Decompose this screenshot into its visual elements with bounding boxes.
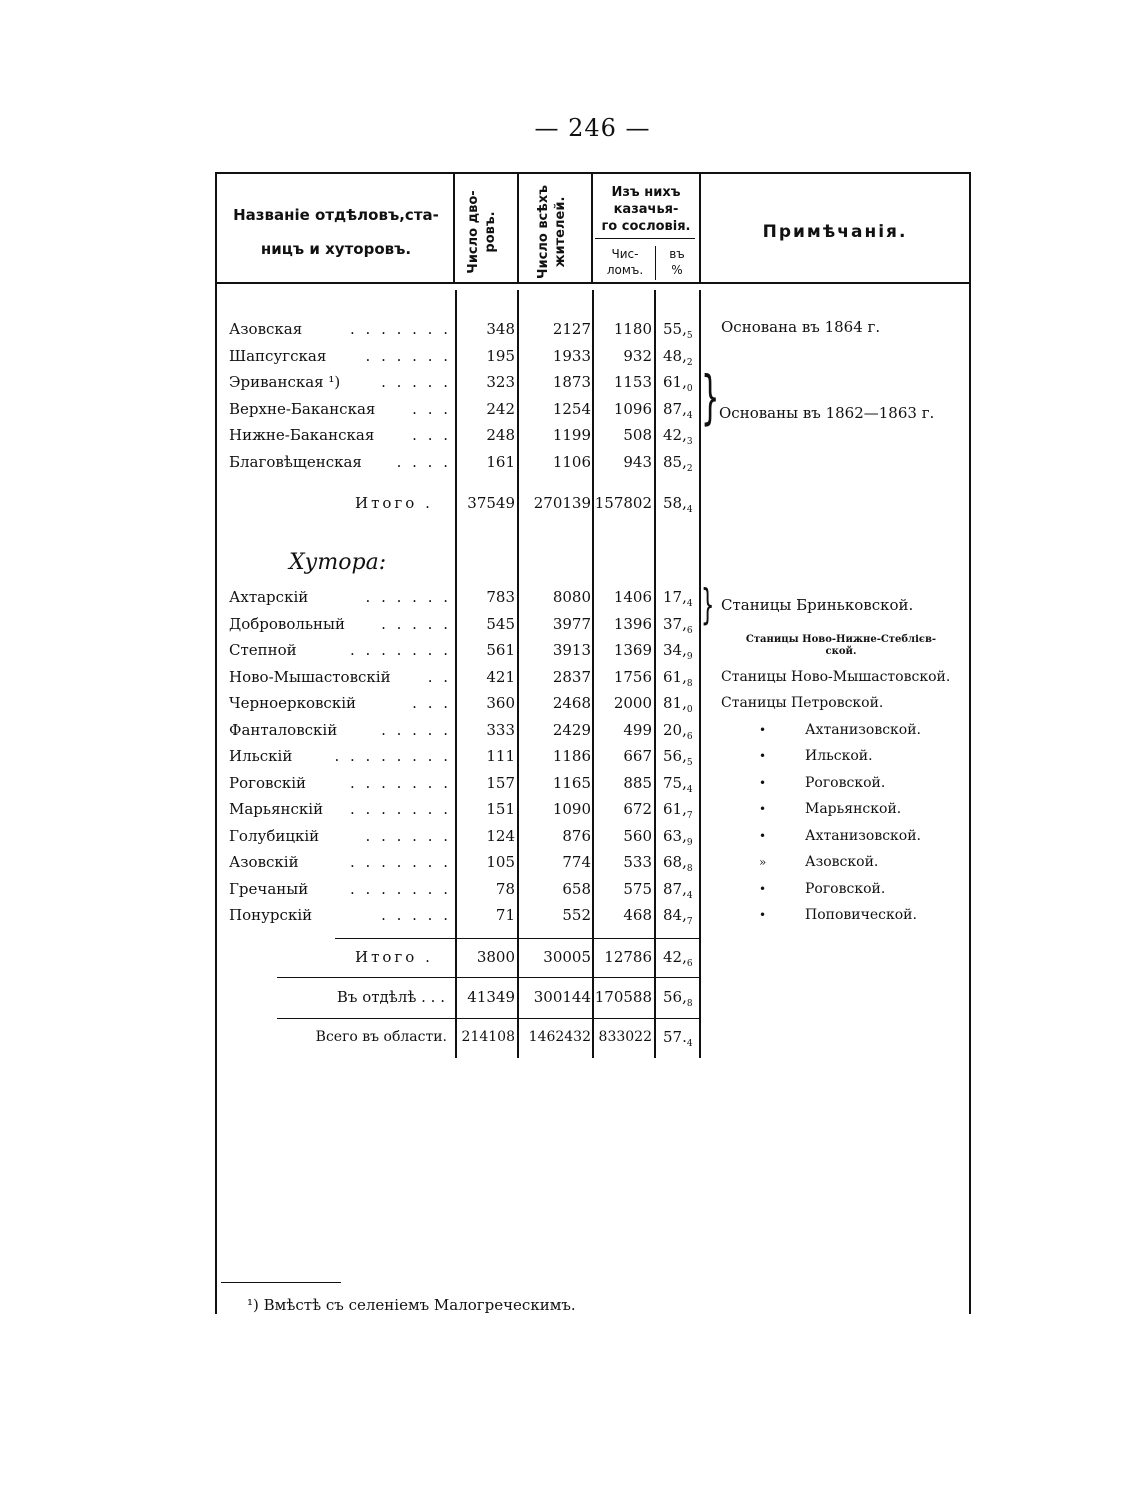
row-chislom: 2000 bbox=[613, 694, 652, 712]
row-zhiteley: 1933 bbox=[552, 346, 591, 365]
header-notes: Примѣчанія. bbox=[762, 222, 908, 242]
row-leader-dots: . . . . . bbox=[381, 906, 451, 924]
header-divider bbox=[453, 172, 455, 284]
vsego-zhiteley: 1462432 bbox=[528, 1029, 591, 1045]
pct-int: 61, bbox=[663, 373, 687, 391]
row-dvorov: 242 bbox=[486, 399, 515, 418]
row-zhiteley: 774 bbox=[562, 853, 591, 871]
table-row bbox=[215, 796, 969, 822]
statistics-table bbox=[215, 172, 971, 1314]
pct-int: 63, bbox=[663, 826, 687, 845]
table-row bbox=[215, 422, 969, 448]
row-leader-dots: . . bbox=[427, 667, 451, 686]
note-brinkov: Станицы Бриньковской. bbox=[721, 596, 914, 614]
row-name bbox=[229, 396, 451, 422]
row-name bbox=[229, 316, 451, 342]
row-leader-dots: . . . . . . bbox=[365, 346, 451, 365]
footnote: ¹) Вмѣстѣ съ селеніемъ Малогреческимъ. bbox=[247, 1296, 576, 1314]
row-note: Ахтанизовской. bbox=[805, 827, 921, 844]
pct-int: 57. bbox=[663, 1028, 687, 1046]
row-dvorov: 105 bbox=[486, 853, 515, 871]
row-note: Роговской. bbox=[805, 774, 886, 791]
header-divider bbox=[517, 172, 519, 284]
row-name bbox=[229, 849, 451, 875]
footnote-rule bbox=[221, 1282, 341, 1283]
note-novo-nizhe-line2: ской. bbox=[825, 646, 857, 657]
pct-int: 87, bbox=[663, 399, 687, 418]
row-name bbox=[229, 743, 451, 769]
row-chislom: 508 bbox=[623, 426, 652, 444]
row-note-mark: • bbox=[759, 802, 767, 816]
row-zhiteley: 1106 bbox=[552, 452, 591, 471]
table-row bbox=[215, 770, 969, 796]
row-chislom: 667 bbox=[623, 747, 652, 765]
table-row bbox=[215, 902, 969, 928]
row-leader-dots: . . . . . bbox=[381, 720, 451, 739]
row-name bbox=[229, 902, 451, 928]
row-chislom: 499 bbox=[623, 720, 652, 739]
itogo-row-2 bbox=[215, 944, 715, 970]
row-name-text: Понурскій bbox=[229, 906, 313, 924]
row-dvorov: 545 bbox=[486, 614, 515, 633]
row-zhiteley: 876 bbox=[562, 826, 591, 845]
row-chislom: 1396 bbox=[613, 614, 652, 633]
v-otdele-dvorov: 41349 bbox=[467, 988, 515, 1006]
pct-int: 20, bbox=[663, 720, 687, 739]
v-otdele-label: Въ отдѣлѣ . . . bbox=[336, 988, 445, 1006]
pct-int: 87, bbox=[663, 879, 687, 898]
row-note: Роговской. bbox=[805, 880, 886, 897]
row-name bbox=[229, 690, 451, 716]
row-name-text: Нижне-Баканская bbox=[229, 426, 375, 444]
header-zhiteley bbox=[535, 182, 575, 282]
row-chislom: 575 bbox=[623, 879, 652, 898]
v-otdele-chislom: 170588 bbox=[594, 988, 652, 1006]
header-name-col bbox=[221, 198, 451, 266]
pct-dec: 4 bbox=[686, 599, 693, 609]
row-dvorov: 78 bbox=[495, 879, 515, 898]
row-chislom: 1153 bbox=[613, 373, 652, 391]
header-kazach-line1: Изъ нихъ bbox=[611, 185, 681, 200]
row-name-text: Азовскій bbox=[229, 853, 299, 871]
itogo2-label: Итого . bbox=[355, 948, 433, 966]
v-otdele-row bbox=[215, 984, 715, 1010]
pct-dec: 9 bbox=[686, 652, 693, 662]
header-pct bbox=[657, 246, 697, 278]
row-zhiteley: 3977 bbox=[552, 614, 591, 633]
pct-dec: 8 bbox=[686, 678, 693, 689]
note-novo-nizhe-line1: Станицы Ново-Нижне-Стеблієв- bbox=[745, 634, 937, 645]
row-zhiteley: 3913 bbox=[552, 641, 591, 659]
row-zhiteley: 2127 bbox=[552, 320, 591, 338]
row-note: Ильской. bbox=[805, 748, 873, 764]
row-note: Ахтанизовской. bbox=[805, 721, 921, 738]
row-leader-dots: . . . . . . . bbox=[350, 773, 451, 792]
row-leader-dots: . . . . . . . bbox=[350, 853, 451, 871]
pct-dec: 4 bbox=[686, 410, 693, 421]
itogo2-dvorov: 3800 bbox=[476, 948, 515, 966]
row-name-text: Ильскій bbox=[229, 747, 293, 765]
row-dvorov: 124 bbox=[486, 826, 515, 845]
pct-int: 56, bbox=[663, 747, 687, 765]
row-note: Станицы Петровской. bbox=[721, 695, 884, 711]
row-zhiteley: 1090 bbox=[552, 800, 591, 818]
pct-dec: 8 bbox=[686, 864, 693, 874]
row-zhiteley: 1199 bbox=[552, 426, 591, 444]
row-note-mark: • bbox=[759, 908, 767, 922]
itogo-chislom: 157802 bbox=[594, 494, 652, 512]
row-name bbox=[229, 637, 451, 663]
row-name bbox=[229, 664, 451, 690]
header-subdivider-vertical bbox=[655, 246, 656, 280]
header-bottom-border bbox=[215, 282, 971, 284]
table-row bbox=[215, 717, 969, 743]
row-chislom: 1096 bbox=[613, 399, 652, 418]
pct-int: 37, bbox=[663, 614, 687, 633]
page-number: — 246 — bbox=[534, 114, 651, 142]
note-group: Основаны въ 1862—1863 г. bbox=[719, 404, 935, 422]
row-name bbox=[229, 343, 451, 369]
pct-dec: 3 bbox=[686, 437, 693, 447]
row-name-text: Фанталовскій bbox=[229, 720, 338, 739]
row-leader-dots: . . . . . . . . bbox=[334, 747, 451, 765]
header-subdivider bbox=[595, 238, 695, 239]
header-kazach-line2: казачья- bbox=[613, 202, 679, 217]
table-row bbox=[215, 876, 969, 902]
pct-dec: 5 bbox=[686, 331, 693, 341]
row-pct bbox=[663, 449, 693, 482]
pct-int: 81, bbox=[663, 694, 687, 712]
table-row bbox=[215, 396, 969, 422]
table-row bbox=[215, 743, 969, 769]
row-dvorov: 195 bbox=[486, 346, 515, 365]
row-zhiteley: 1186 bbox=[552, 747, 591, 765]
row-note: Станицы Ново-Мышастовской. bbox=[721, 668, 951, 685]
row-chislom: 533 bbox=[623, 853, 652, 871]
pct-int: 34, bbox=[663, 641, 687, 659]
header-name-line1: Названіе отдѣловъ,ста- bbox=[233, 206, 439, 224]
table-row bbox=[215, 343, 969, 369]
row-dvorov: 151 bbox=[486, 800, 515, 818]
pct-dec: 4 bbox=[686, 505, 693, 515]
pct-int: 68, bbox=[663, 853, 687, 871]
pct-int: 75, bbox=[663, 773, 687, 792]
pct-dec: 7 bbox=[686, 917, 693, 927]
row-leader-dots: . . . . . bbox=[381, 614, 451, 633]
row-dvorov: 71 bbox=[495, 906, 515, 924]
itogo2-chislom: 12786 bbox=[604, 948, 652, 966]
row-leader-dots: . . . . . . . bbox=[350, 320, 451, 338]
header-dvorov-line1: Число дво- bbox=[466, 190, 481, 274]
vsego-row bbox=[215, 1024, 715, 1050]
row-dvorov: 333 bbox=[486, 720, 515, 739]
row-chislom: 1406 bbox=[613, 588, 652, 606]
pct-dec: 2 bbox=[686, 357, 693, 368]
khutora-heading: Хутора: bbox=[289, 550, 387, 575]
header-kazach bbox=[593, 184, 699, 235]
pct-dec: 8 bbox=[686, 999, 693, 1009]
pct-int: 84, bbox=[663, 906, 687, 924]
row-zhiteley: 2429 bbox=[552, 720, 591, 739]
row-pct bbox=[663, 902, 693, 935]
row-name bbox=[229, 369, 451, 395]
v-otdele-pct bbox=[663, 984, 693, 1017]
row-note-mark: • bbox=[759, 749, 767, 763]
row-note-mark: • bbox=[759, 828, 767, 843]
row-zhiteley: 552 bbox=[562, 906, 591, 924]
row-dvorov: 111 bbox=[486, 747, 515, 765]
row-chislom: 1756 bbox=[613, 667, 652, 686]
row-note: Марьянской. bbox=[805, 801, 902, 817]
pct-dec: 4 bbox=[686, 890, 693, 901]
row-name bbox=[229, 584, 451, 610]
row-zhiteley: 8080 bbox=[552, 588, 591, 606]
row-chislom: 1180 bbox=[613, 320, 652, 338]
itogo-label: Итого . bbox=[355, 494, 433, 512]
table-row bbox=[215, 637, 969, 663]
pct-int: 55, bbox=[663, 320, 687, 338]
vsego-dvorov: 214108 bbox=[461, 1029, 515, 1045]
pct-dec: 4 bbox=[686, 784, 693, 795]
row-name-text: Верхне-Баканская bbox=[229, 399, 376, 418]
row-name-text: Степной bbox=[229, 641, 297, 659]
row-dvorov: 161 bbox=[486, 452, 515, 471]
pct-int: 17, bbox=[663, 588, 687, 606]
row-dvorov: 157 bbox=[486, 773, 515, 792]
row-name-text: Азовская bbox=[229, 320, 303, 338]
pct-dec: 6 bbox=[686, 625, 693, 636]
row-name-text: Голубицкій bbox=[229, 826, 320, 845]
itogo-dvorov: 37549 bbox=[467, 494, 515, 512]
row-zhiteley: 1165 bbox=[552, 773, 591, 792]
pct-int: 61, bbox=[663, 667, 687, 686]
row-dvorov: 421 bbox=[486, 667, 515, 686]
row-name-text: Эриванская ¹) bbox=[229, 373, 341, 391]
pct-dec: 2 bbox=[686, 463, 693, 474]
row-name bbox=[229, 876, 451, 902]
row-zhiteley: 2468 bbox=[552, 694, 591, 712]
pct-int: 42, bbox=[663, 948, 687, 966]
header-kazach-line3: го сословія. bbox=[601, 219, 691, 234]
row-chislom: 932 bbox=[623, 346, 652, 365]
row-chislom: 468 bbox=[623, 906, 652, 924]
pct-dec: 6 bbox=[686, 959, 693, 969]
table-row bbox=[215, 611, 969, 637]
row-chislom: 885 bbox=[623, 773, 652, 792]
pct-dec: 0 bbox=[686, 384, 693, 394]
table-row bbox=[215, 584, 969, 610]
row-zhiteley: 658 bbox=[562, 879, 591, 898]
header-zhiteley-line2: жителей. bbox=[553, 196, 568, 268]
vsego-label: Всего въ области. bbox=[315, 1029, 447, 1045]
row-chislom: 943 bbox=[623, 452, 652, 471]
header-dvorov bbox=[465, 186, 505, 278]
row-leader-dots: . . . bbox=[412, 694, 451, 712]
row-dvorov: 561 bbox=[486, 641, 515, 659]
header-pct-line2: % bbox=[671, 263, 683, 277]
row-name-text: Черноерковскій bbox=[229, 694, 357, 712]
pct-int: 56, bbox=[663, 988, 687, 1006]
row-zhiteley: 1254 bbox=[552, 399, 591, 418]
row-leader-dots: . . . . . . . bbox=[350, 641, 451, 659]
itogo2-rule bbox=[335, 938, 701, 939]
row-leader-dots: . . . . bbox=[396, 452, 451, 471]
row-note-mark: » bbox=[759, 855, 767, 869]
header-chislom-line2: ломъ. bbox=[606, 263, 644, 277]
pct-dec: 4 bbox=[686, 1039, 693, 1049]
itogo2-zhiteley: 30005 bbox=[543, 948, 591, 966]
itogo-pct bbox=[663, 490, 693, 523]
v-otdele-zhiteley: 300144 bbox=[533, 988, 591, 1006]
row-name-text: Добровольный bbox=[229, 614, 345, 633]
table-row bbox=[215, 316, 969, 342]
table-row bbox=[215, 849, 969, 875]
table-row bbox=[215, 664, 969, 690]
row-name-text: Благовѣщенская bbox=[229, 452, 362, 471]
otdel-rule bbox=[277, 977, 701, 978]
row-leader-dots: . . . . . bbox=[381, 373, 451, 391]
row-dvorov: 360 bbox=[486, 694, 515, 712]
row-leader-dots: . . . . . . bbox=[365, 826, 451, 845]
pct-int: 42, bbox=[663, 426, 687, 444]
row-note-mark: • bbox=[759, 881, 767, 896]
table-row bbox=[215, 823, 969, 849]
row-name-text: Гречаный bbox=[229, 879, 309, 898]
pct-int: 85, bbox=[663, 452, 687, 471]
row-leader-dots: . . . bbox=[412, 399, 451, 418]
row-chislom: 1369 bbox=[613, 641, 652, 659]
row-name bbox=[229, 422, 451, 448]
row-name bbox=[229, 770, 451, 796]
vsego-chislom: 833022 bbox=[598, 1029, 652, 1045]
header-zhiteley-line1: Число всѣхъ bbox=[536, 185, 551, 279]
pct-int: 58, bbox=[663, 494, 687, 512]
row-chislom: 560 bbox=[623, 826, 652, 845]
pct-dec: 7 bbox=[686, 811, 693, 821]
row-note: Поповической. bbox=[805, 907, 917, 923]
row-note-mark: • bbox=[759, 722, 767, 737]
row-note: Азовской. bbox=[805, 854, 879, 870]
pct-dec: 0 bbox=[686, 705, 693, 715]
row-dvorov: 348 bbox=[486, 320, 515, 338]
pct-dec: 9 bbox=[686, 837, 693, 848]
header-name-line2: ницъ и хуторовъ. bbox=[260, 240, 412, 258]
row-name-text: Роговскій bbox=[229, 773, 307, 792]
header-pct-line1: въ bbox=[669, 247, 685, 261]
table-row bbox=[215, 690, 969, 716]
row-name bbox=[229, 449, 451, 475]
row-chislom: 672 bbox=[623, 800, 652, 818]
table-right-border bbox=[969, 172, 971, 1314]
pct-int: 61, bbox=[663, 800, 687, 818]
pct-int: 48, bbox=[663, 346, 687, 365]
table-row bbox=[215, 449, 969, 475]
row-name bbox=[229, 611, 451, 637]
brace-stanitsy: } bbox=[701, 363, 720, 431]
header-chislom-line1: Чис- bbox=[611, 247, 639, 261]
pct-dec: 6 bbox=[686, 731, 693, 742]
row-name-text: Ахтарскій bbox=[229, 588, 309, 606]
vsego-rule bbox=[277, 1018, 701, 1019]
note-azov: Основана въ 1864 г. bbox=[721, 318, 881, 336]
row-zhiteley: 2837 bbox=[552, 667, 591, 686]
row-dvorov: 248 bbox=[486, 426, 515, 444]
table-top-border bbox=[215, 172, 971, 174]
row-name-text: Ново-Мышастовскій bbox=[229, 667, 391, 686]
row-note-mark: • bbox=[759, 775, 767, 790]
vsego-pct bbox=[663, 1024, 693, 1057]
header-chislom bbox=[595, 246, 655, 278]
itogo-zhiteley: 270139 bbox=[533, 494, 591, 512]
table-row bbox=[215, 369, 969, 395]
row-leader-dots: . . . . . . . bbox=[350, 879, 451, 898]
row-zhiteley: 1873 bbox=[552, 373, 591, 391]
itogo2-pct bbox=[663, 944, 693, 977]
brace-khutora: } bbox=[701, 580, 715, 629]
itogo-row-1 bbox=[215, 490, 715, 516]
header-dvorov-line2: ровъ. bbox=[483, 211, 498, 253]
row-leader-dots: . . . . . . bbox=[365, 588, 451, 606]
row-name bbox=[229, 823, 451, 849]
row-name-text: Шапсугская bbox=[229, 346, 327, 365]
row-dvorov: 323 bbox=[486, 373, 515, 391]
row-leader-dots: . . . . . . . bbox=[350, 800, 451, 818]
row-name-text: Марьянскій bbox=[229, 800, 324, 818]
row-name bbox=[229, 717, 451, 743]
row-leader-dots: . . . bbox=[412, 426, 451, 444]
row-dvorov: 783 bbox=[486, 588, 515, 606]
pct-dec: 5 bbox=[686, 758, 693, 768]
row-name bbox=[229, 796, 451, 822]
